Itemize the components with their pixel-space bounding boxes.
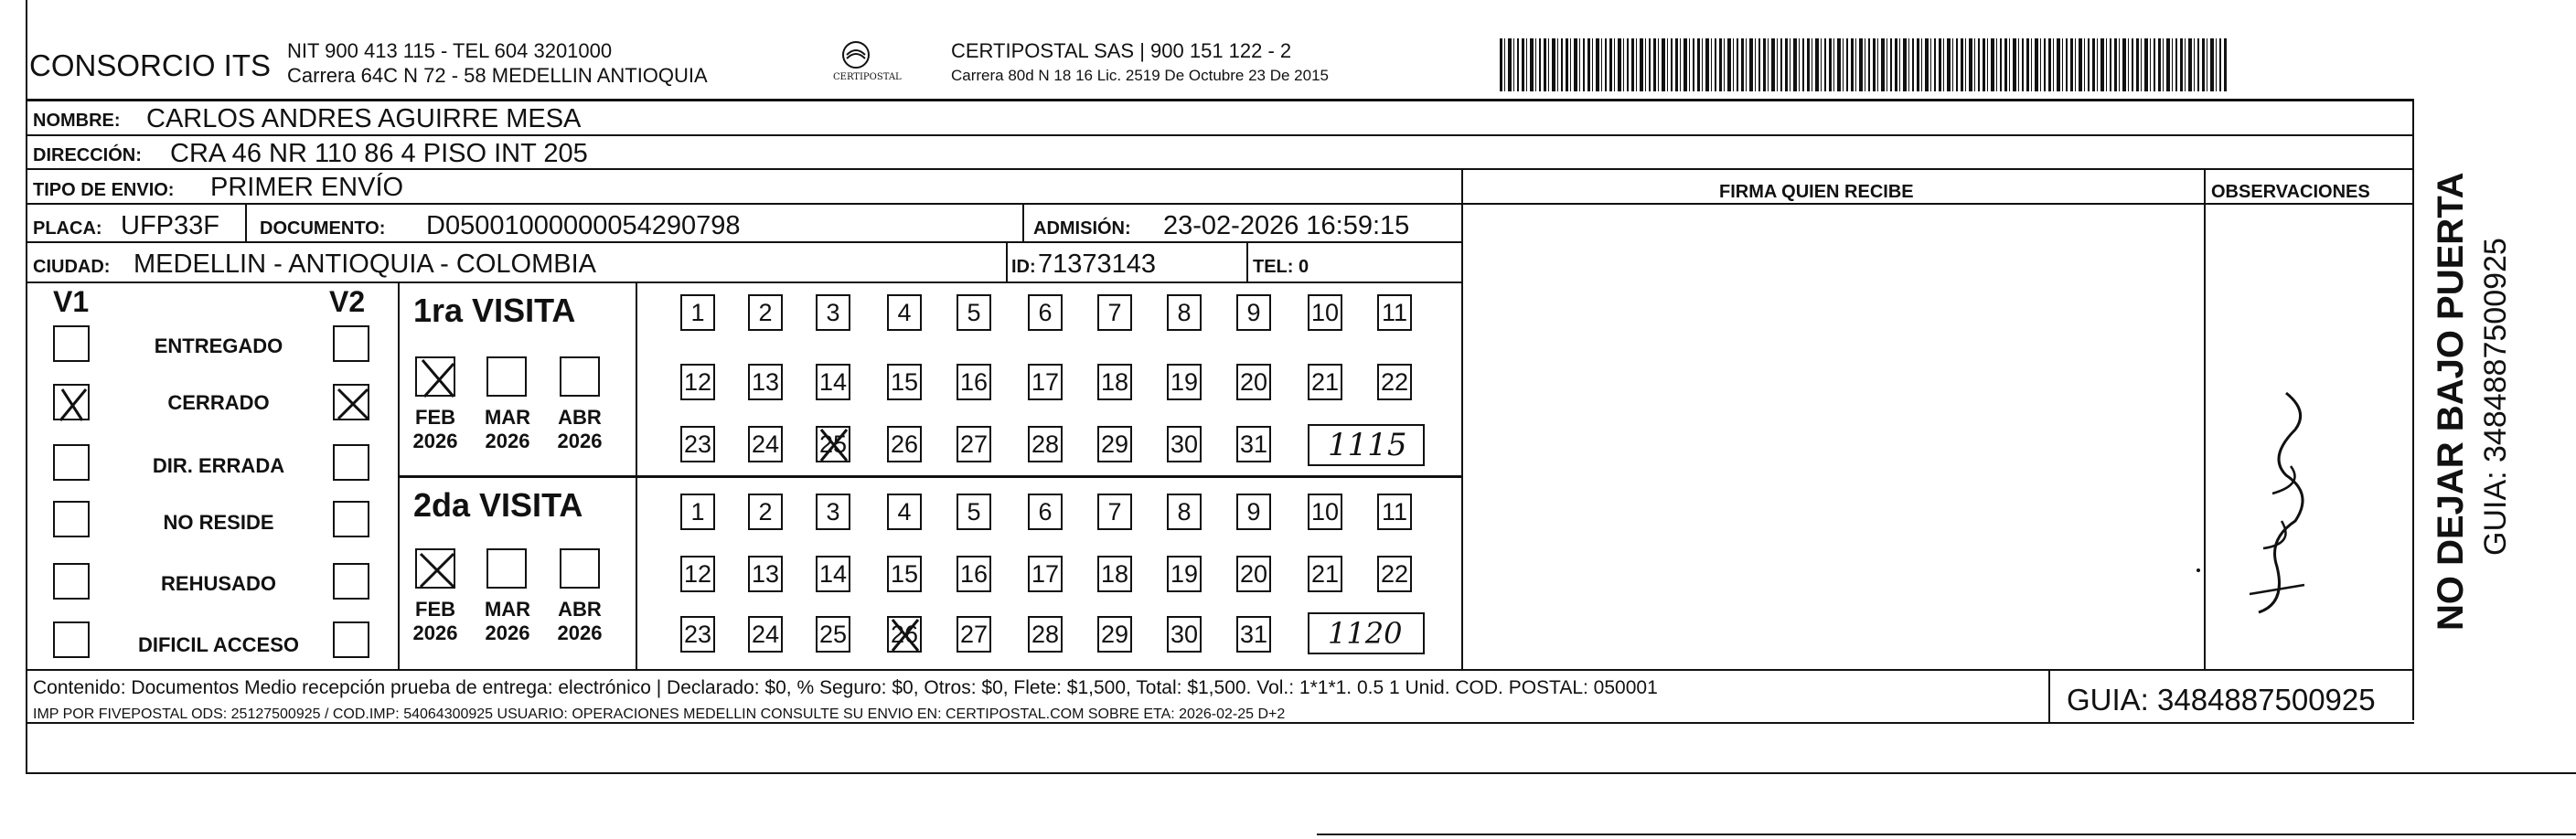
second-visit-day-20[interactable]: 20 [1236, 556, 1271, 592]
check-mark-icon [417, 358, 457, 398]
carrier-license: Carrera 80d N 18 16 Lic. 2519 De Octubre 23 De 2015 [951, 67, 1329, 84]
second-visit-day-28[interactable]: 28 [1028, 616, 1063, 653]
direccion-label: DIRECCIÓN: [33, 145, 142, 165]
tel-value: 0 [1299, 257, 1309, 277]
status-no-reside: NO RESIDE [163, 511, 274, 534]
status-dir-errada: DIR. ERRADA [152, 454, 285, 477]
second-visit-day-30[interactable]: 30 [1167, 616, 1202, 653]
barcode [1500, 38, 2227, 91]
v2-label: V2 [329, 285, 366, 318]
company-nit: NIT 900 413 115 - TEL 604 3201000 [287, 39, 613, 62]
first-visit-day-27[interactable]: 27 [957, 426, 991, 462]
first-visit-day-5[interactable]: 5 [957, 294, 991, 331]
v2-checkbox-cerrado[interactable] [333, 384, 369, 420]
first-visit-day-2[interactable]: 2 [748, 294, 783, 331]
first-visit-day-11[interactable]: 11 [1377, 294, 1412, 331]
tel-label: TEL: [1253, 257, 1294, 277]
first-visit-day-23[interactable]: 23 [680, 426, 715, 462]
placa-label: PLACA: [33, 218, 102, 239]
nombre-label: NOMBRE: [33, 111, 121, 131]
first-visit-day-6[interactable]: 6 [1028, 294, 1063, 331]
first-month-abr: ABR [558, 406, 602, 429]
second-visit-time: 1120 [1328, 616, 1403, 651]
second-visit-day-1[interactable]: 1 [680, 494, 715, 530]
company-name: CONSORCIO ITS [29, 48, 272, 82]
second-visit-day-22[interactable]: 22 [1377, 556, 1412, 592]
second-visit-day-10[interactable]: 10 [1308, 494, 1342, 530]
observaciones-header: OBSERVACIONES [2211, 182, 2370, 202]
tipo-envio-label: TIPO DE ENVIO: [33, 180, 175, 200]
second-visit-day-26[interactable]: 26 [887, 616, 922, 653]
second-visit-day-17[interactable]: 17 [1028, 556, 1063, 592]
second-visit-label: 2da VISITA [413, 486, 583, 524]
first-visit-day-9[interactable]: 9 [1236, 294, 1271, 331]
first-visit-day-28[interactable]: 28 [1028, 426, 1063, 462]
second-visit-abr-checkbox[interactable] [560, 548, 600, 589]
carrier-name: CERTIPOSTAL SAS | 900 151 122 - 2 [951, 39, 1292, 62]
status-entregado: ENTREGADO [154, 335, 283, 357]
recipient-signature [2231, 384, 2332, 621]
second-visit-day-4[interactable]: 4 [887, 494, 922, 530]
ciudad-value: MEDELLIN - ANTIOQUIA - COLOMBIA [134, 250, 596, 279]
second-visit-day-27[interactable]: 27 [957, 616, 991, 653]
no-dejar-bajo-puerta: NO DEJAR BAJO PUERTA [2431, 172, 2471, 631]
second-visit-day-29[interactable]: 29 [1097, 616, 1132, 653]
v1-checkbox-no-reside[interactable] [53, 501, 90, 537]
side-guia: GUIA: 3484887500925 [2478, 238, 2513, 556]
status-rehusado: REHUSADO [161, 572, 276, 595]
first-visit-day-16[interactable]: 16 [957, 364, 991, 400]
first-visit-day-14[interactable]: 14 [816, 364, 850, 400]
check-mark-icon [816, 426, 850, 462]
second-visit-day-24[interactable]: 24 [748, 616, 783, 653]
documento-label: DOCUMENTO: [260, 218, 386, 239]
first-visit-day-12[interactable]: 12 [680, 364, 715, 400]
id-label: ID: [1011, 257, 1036, 277]
second-visit-day-2[interactable]: 2 [748, 494, 783, 530]
second-visit-day-9[interactable]: 9 [1236, 494, 1271, 530]
second-month-feb: FEB [415, 598, 455, 621]
first-visit-day-3[interactable]: 3 [816, 294, 850, 331]
second-visit-day-3[interactable]: 3 [816, 494, 850, 530]
first-visit-day-17[interactable]: 17 [1028, 364, 1063, 400]
first-visit-day-19[interactable]: 19 [1167, 364, 1202, 400]
second-visit-day-21[interactable]: 21 [1308, 556, 1342, 592]
ink-dot [2197, 568, 2200, 572]
first-visit-day-10[interactable]: 10 [1308, 294, 1342, 331]
v1-checkbox-dir-errada[interactable] [53, 444, 90, 481]
id-value: 71373143 [1038, 250, 1157, 279]
first-visit-day-22[interactable]: 22 [1377, 364, 1412, 400]
second-year-mar: 2026 [485, 621, 530, 645]
first-visit-mar-checkbox[interactable] [486, 356, 527, 397]
second-visit-day-25[interactable]: 25 [816, 616, 850, 653]
first-year-feb: 2026 [412, 430, 458, 453]
second-visit-day-5[interactable]: 5 [957, 494, 991, 530]
first-visit-day-15[interactable]: 15 [887, 364, 922, 400]
first-visit-day-4[interactable]: 4 [887, 294, 922, 331]
v1-checkbox-rehusado[interactable] [53, 563, 90, 600]
second-visit-day-31[interactable]: 31 [1236, 616, 1271, 653]
second-month-abr: ABR [558, 598, 602, 621]
firma-header: FIRMA QUIEN RECIBE [1719, 182, 1914, 202]
second-visit-day-18[interactable]: 18 [1097, 556, 1132, 592]
footer-imp: IMP POR FIVEPOSTAL ODS: 25127500925 / COD.IMP: 54064300925 USUARIO: OPERACIONES MEDELLIN CONSULTE SU ENVIO EN: CERTIPOSTAL.COM SOBRE ETA: 2026-02-25 D+2 [33, 706, 1286, 722]
v2-checkbox-dificil-acceso[interactable] [333, 621, 369, 658]
documento-value: D05001000000054290798 [426, 211, 741, 240]
second-visit-mar-checkbox[interactable] [486, 548, 527, 589]
first-visit-day-30[interactable]: 30 [1167, 426, 1202, 462]
first-visit-day-21[interactable]: 21 [1308, 364, 1342, 400]
v2-checkbox-entregado[interactable] [333, 325, 369, 362]
first-visit-day-24[interactable]: 24 [748, 426, 783, 462]
second-month-mar: MAR [484, 598, 531, 621]
first-visit-abr-checkbox[interactable] [560, 356, 600, 397]
footer-contenido: Contenido: Documentos Medio recepción prueba de entrega: electrónico | Declarado: $0, % Seguro: $0, Otros: $0, Flete: $1,500, Total: $1,500. Vol.: 1*1*1. 0.5 1 Unid. COD. POSTAL: 050001 [33, 677, 1658, 698]
v2-checkbox-dir-errada[interactable] [333, 444, 369, 481]
first-visit-label: 1ra VISITA [413, 292, 576, 329]
second-visit-day-19[interactable]: 19 [1167, 556, 1202, 592]
footer-guia: GUIA: 3484887500925 [2067, 683, 2376, 717]
second-visit-day-14[interactable]: 14 [816, 556, 850, 592]
logo-text: CERTIPOSTAL [833, 72, 902, 82]
first-year-mar: 2026 [485, 430, 530, 453]
first-visit-day-25[interactable]: 25 [816, 426, 850, 462]
first-visit-day-1[interactable]: 1 [680, 294, 715, 331]
first-visit-time: 1115 [1328, 427, 1407, 463]
v2-checkbox-rehusado[interactable] [333, 563, 369, 600]
check-mark-icon [335, 386, 371, 422]
nombre-value: CARLOS ANDRES AGUIRRE MESA [146, 104, 582, 133]
company-address: Carrera 64C N 72 - 58 MEDELLIN ANTIOQUIA [287, 64, 708, 87]
first-year-abr: 2026 [557, 430, 603, 453]
first-visit-day-20[interactable]: 20 [1236, 364, 1271, 400]
tipo-envio-value: PRIMER ENVÍO [210, 173, 404, 202]
v1-checkbox-entregado[interactable] [53, 325, 90, 362]
first-visit-day-8[interactable]: 8 [1167, 294, 1202, 331]
direccion-value: CRA 46 NR 110 86 4 PISO INT 205 [170, 139, 588, 168]
second-visit-day-6[interactable]: 6 [1028, 494, 1063, 530]
ciudad-label: CIUDAD: [33, 257, 111, 277]
second-visit-feb-checkbox[interactable] [415, 548, 455, 589]
first-visit-day-7[interactable]: 7 [1097, 294, 1132, 331]
second-visit-day-23[interactable]: 23 [680, 616, 715, 653]
first-visit-day-18[interactable]: 18 [1097, 364, 1132, 400]
v1-checkbox-dificil-acceso[interactable] [53, 621, 90, 658]
second-visit-day-13[interactable]: 13 [748, 556, 783, 592]
second-visit-day-16[interactable]: 16 [957, 556, 991, 592]
second-visit-time-box [1308, 612, 1425, 654]
second-visit-day-12[interactable]: 12 [680, 556, 715, 592]
second-year-abr: 2026 [557, 621, 603, 645]
v2-checkbox-no-reside[interactable] [333, 501, 369, 537]
check-mark-icon [417, 550, 457, 590]
second-year-feb: 2026 [412, 621, 458, 645]
second-visit-day-11[interactable]: 11 [1377, 494, 1412, 530]
placa-value: UFP33F [121, 211, 219, 240]
first-visit-time-box [1308, 424, 1425, 466]
first-visit-day-29[interactable]: 29 [1097, 426, 1132, 462]
certipostal-logo-icon [828, 37, 902, 88]
check-mark-icon [887, 616, 922, 653]
first-visit-day-31[interactable]: 31 [1236, 426, 1271, 462]
first-visit-day-26[interactable]: 26 [887, 426, 922, 462]
status-dificil-acceso: DIFICIL ACCESO [137, 633, 299, 656]
admision-label: ADMISIÓN: [1033, 218, 1131, 239]
first-visit-day-13[interactable]: 13 [748, 364, 783, 400]
second-visit-day-8[interactable]: 8 [1167, 494, 1202, 530]
second-visit-day-7[interactable]: 7 [1097, 494, 1132, 530]
status-cerrado: CERRADO [167, 391, 270, 414]
v1-label: V1 [53, 285, 90, 318]
first-visit-feb-checkbox[interactable] [415, 356, 455, 397]
second-visit-day-15[interactable]: 15 [887, 556, 922, 592]
v1-checkbox-cerrado[interactable] [53, 384, 90, 420]
first-month-mar: MAR [484, 406, 531, 429]
check-mark-icon [55, 386, 91, 422]
first-month-feb: FEB [415, 406, 455, 429]
admision-value: 23-02-2026 16:59:15 [1163, 211, 1410, 240]
